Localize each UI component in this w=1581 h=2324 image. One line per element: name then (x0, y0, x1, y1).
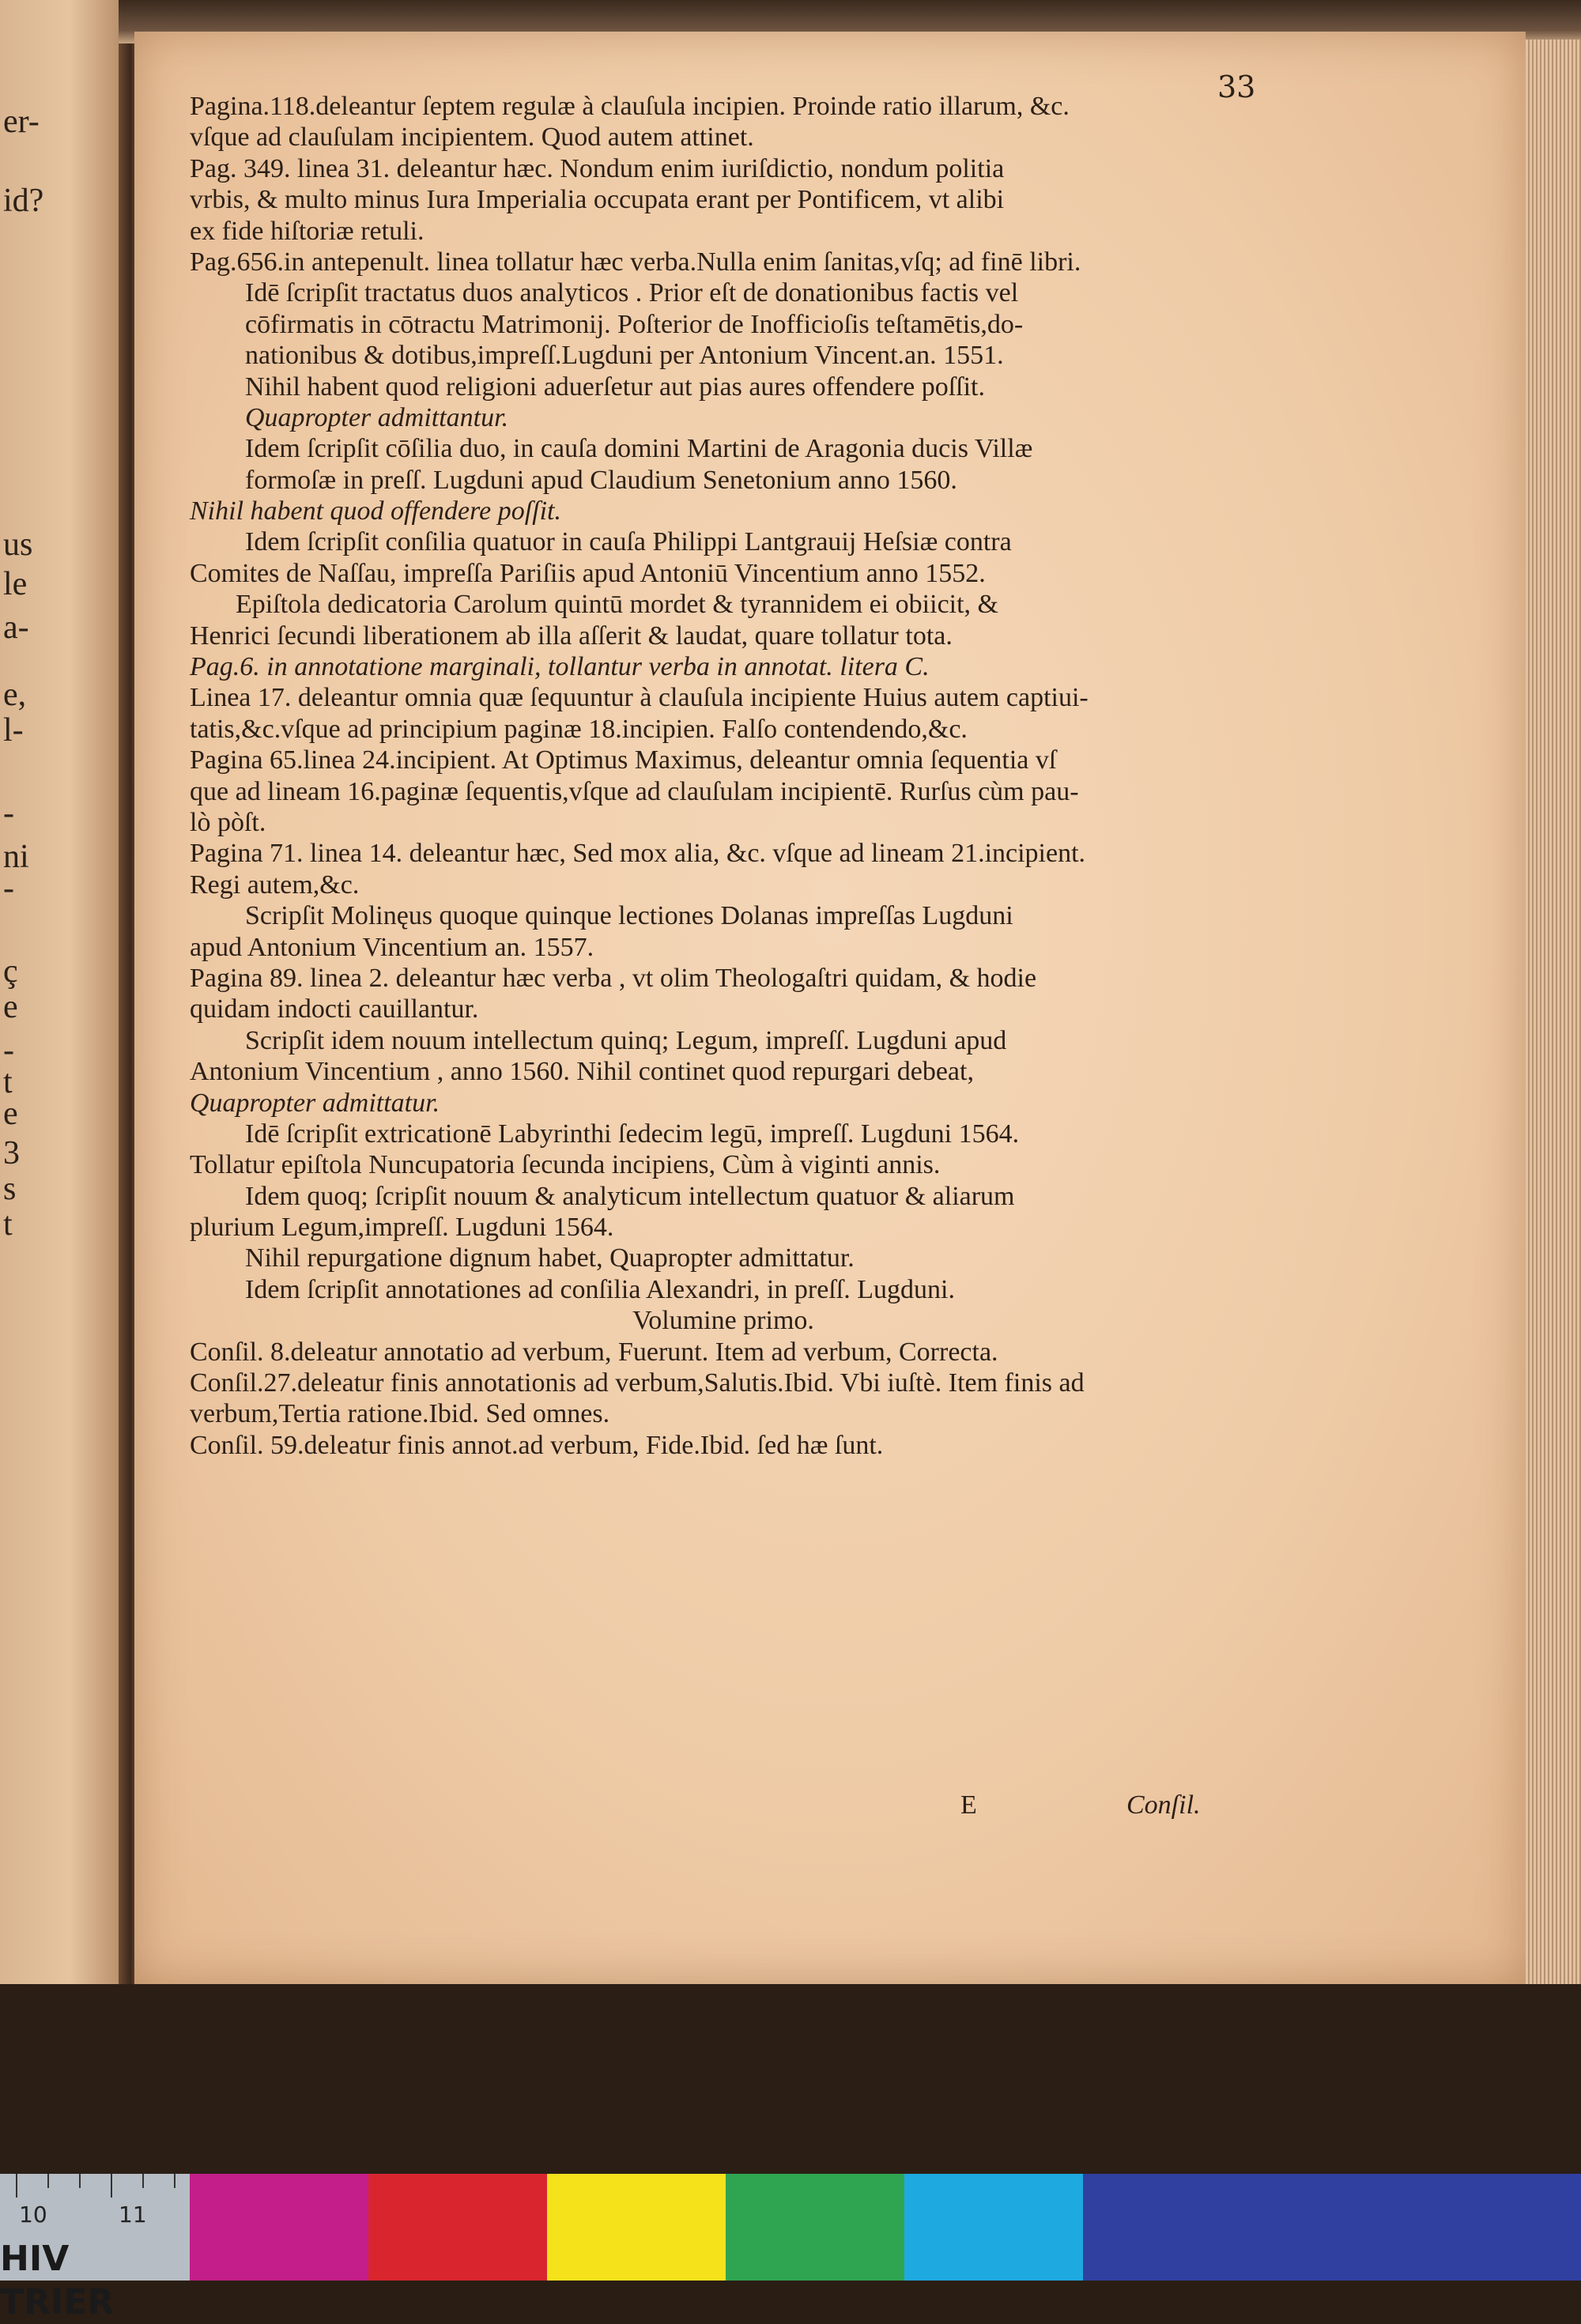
left-edge-fragment: ç (3, 953, 18, 990)
text-line: Volumine primo. (632, 1306, 814, 1336)
ruler-number: 10 (19, 2201, 47, 2228)
text-line: ex fide hiſtoriæ retuli. (190, 216, 424, 246)
text-line: Conſil. 8.deleatur annotatio ad verbum, Fuerunt. Item ad verbum, Correcta. (190, 1337, 998, 1367)
archive-label: HIV TRIER (0, 2237, 190, 2281)
text-line: Tollatur epiſtola Nuncupatoria ſecunda incipiens, Cùm à viginti annis. (190, 1150, 941, 1180)
text-line: Epiſtola dedicatoria Carolum quintū mordet & tyrannidem ei obiicit, & (236, 590, 998, 620)
left-edge-fragment: ni (3, 839, 29, 875)
left-edge-fragment: - (3, 1032, 14, 1069)
left-edge-fragment: e (3, 1096, 18, 1132)
color-swatch (190, 2174, 368, 2281)
text-line: Pagina.118.deleantur ſeptem regulæ à clauſula incipien. Proinde ratio illarum, &c. (190, 92, 1070, 121)
text-line: Nihil habent quod religioni aduerſetur aut pias aures offendere poſſit. (245, 372, 985, 402)
text-line: Conſil.27.deleatur finis annotationis ad verbum,Salutis.Ibid. Vbi iuſtè. Item finis ad (190, 1368, 1085, 1398)
text-line: Pagina 65.linea 24.incipient. At Optimus Maximus, deleantur omnia ſequentia vſ (190, 745, 1057, 775)
page-edges (1526, 40, 1581, 2008)
left-edge-fragment: 3 (3, 1135, 20, 1171)
text-line: Idem ſcripſit conſilia quatuor in cauſa Philippi Lantgrauij Heſsiæ contra (245, 527, 1012, 557)
text-line: Idem quoq; ſcripſit nouum & analyticum intellectum quatuor & aliarum (245, 1181, 1015, 1211)
left-edge-fragment: e, (3, 677, 27, 713)
color-swatch (726, 2174, 904, 2281)
text-line: vrbis, & multo minus Iura Imperialia occupata erant per Pontificem, vt alibi (190, 185, 1005, 215)
text-line: Idem ſcripſit cōſilia duo, in cauſa domini Martini de Aragonia ducis Villæ (245, 434, 1033, 464)
text-line: vſque ad clauſulam incipientem. Quod autem attinet. (190, 123, 754, 153)
left-edge-fragment: - (3, 795, 14, 832)
text-line: Pag. 349. linea 31. deleantur hæc. Nondum enim iuriſdictio, nondum politia (190, 153, 1005, 183)
text-block (190, 91, 1257, 1461)
text-line: verbum,Tertia ratione.Ibid. Sed omnes. (190, 1399, 610, 1429)
left-edge-fragment: - (3, 870, 14, 907)
text-line: Nihil repurgatione dignum habet, Quapropter admittatur. (245, 1243, 855, 1273)
text-line: Nihil habent quod offendere poſſit. (190, 496, 561, 526)
left-edge-fragment: er- (3, 104, 40, 140)
left-edge-fragment: t (3, 1064, 13, 1100)
color-swatch (1083, 2174, 1581, 2281)
signature-mark: E (960, 1790, 977, 1820)
text-line: Quapropter admittatur. (190, 1088, 440, 1118)
left-edge-fragment: l- (3, 712, 24, 749)
text-line: Scripſit Molinęus quoque quinque lectiones Dolanas impreſſas Lugduni (245, 901, 1013, 931)
left-edge-fragment: s (3, 1171, 17, 1207)
left-edge-fragment: t (3, 1206, 13, 1243)
left-edge-fragment: e (3, 989, 18, 1025)
text-line: cōfirmatis in cōtractu Matrimonij. Poſterior de Inofficioſis teſtamētis,do- (245, 309, 1024, 339)
left-edge-fragment: id? (3, 183, 44, 219)
text-line: formoſæ in preſſ. Lugduni apud Claudium Senetonium anno 1560. (245, 465, 957, 495)
bottom-edge (0, 1984, 1581, 2174)
catchword: Conſil. (1126, 1790, 1201, 1820)
text-line: Antonium Vincentium , anno 1560. Nihil continet quod repurgari debeat, (190, 1057, 974, 1087)
ruler (0, 2174, 190, 2237)
text-line: Idē ſcripſit extricationē Labyrinthi ſedecim legū, impreſſ. Lugduni 1564. (245, 1119, 1020, 1149)
color-swatch (904, 2174, 1083, 2281)
page-number: 33 (1217, 70, 1256, 104)
text-line: lò pòſt. (190, 807, 266, 837)
text-line: Linea 17. deleantur omnia quæ ſequuntur à clauſula incipiente Huius autem captiui- (190, 683, 1089, 713)
text-line: Quapropter admittantur. (245, 402, 509, 432)
text-line: Idē ſcripſit tractatus duos analyticos . Prior eſt de donationibus factis vel (245, 278, 1019, 308)
text-line: Pagina 89. linea 2. deleantur hæc verba , vt olim Theologaſtri quidam, & hodie (190, 963, 1037, 993)
ruler-number: 11 (119, 2201, 147, 2228)
text-line: apud Antonium Vincentium an. 1557. (190, 932, 594, 962)
text-line: quidam indocti cauillantur. (190, 994, 479, 1024)
left-edge-fragment: le (3, 566, 28, 602)
left-page-edge-text (3, 0, 66, 1897)
text-line: Pag.6. in annotatione marginali, tollantur verba in annotat. litera C. (190, 652, 930, 682)
text-line: Henrici ſecundi liberationem ab illa aſſerit & laudat, quare tollatur tota. (190, 621, 953, 651)
text-line: Pagina 71. linea 14. deleantur hæc, Sed mox alia, &c. vſque ad lineam 21.incipient. (190, 839, 1086, 869)
text-line: plurium Legum,impreſſ. Lugduni 1564. (190, 1213, 614, 1243)
text-line: Idem ſcripſit annotationes ad conſilia Alexandri, in preſſ. Lugduni. (245, 1274, 955, 1304)
text-line: que ad lineam 16.paginæ ſequentis,vſque ad clauſulam incipientē. Rurſus cùm pau- (190, 776, 1079, 806)
text-line: Scripſit idem nouum intellectum quinq; Legum, impreſſ. Lugduni apud (245, 1025, 1007, 1055)
text-line: nationibus & dotibus,impreſſ.Lugduni per Antonium Vincent.an. 1551. (245, 341, 1004, 371)
text-line: tatis,&c.vſque ad principium paginæ 18.incipien. Falſo contendendo,&c. (190, 714, 968, 744)
color-swatch (547, 2174, 726, 2281)
left-edge-fragment: a- (3, 609, 29, 646)
text-line: Regi autem,&c. (190, 870, 360, 900)
left-edge-fragment: us (3, 526, 33, 563)
text-line: Comites de Naſſau, impreſſa Pariſiis apud Antoniū Vincentium anno 1552. (190, 558, 986, 588)
text-line: Conſil. 59.deleatur finis annot.ad verbum, Fide.Ibid. ſed hæ ſunt. (190, 1430, 884, 1460)
color-swatch (368, 2174, 547, 2281)
text-line: Pag.656.in antepenult. linea tollatur hæc verba.Nulla enim ſanitas,vſq; ad finē libri. (190, 247, 1081, 277)
